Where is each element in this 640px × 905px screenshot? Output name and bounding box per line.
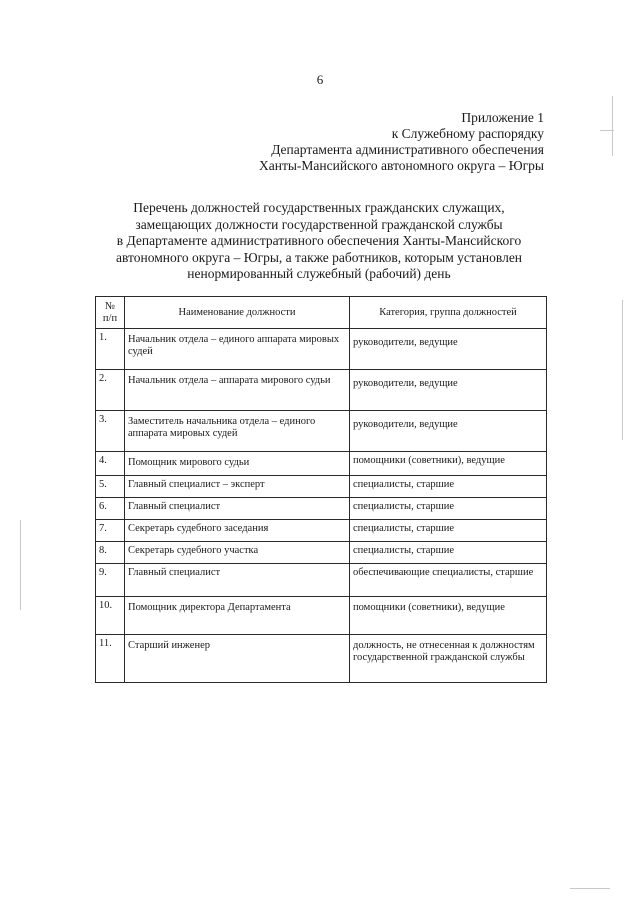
row-position: Помощник мирового судьи (125, 452, 350, 476)
title-line: автономного округа – Югры, а также работников, которым установлен (115, 249, 523, 265)
table-row (96, 635, 547, 683)
row-number: 1. (96, 329, 125, 370)
row-position: Секретарь судебного участка (125, 542, 350, 564)
row-category: специалисты, старшие (350, 498, 547, 520)
appendix-line: Приложение 1 (461, 110, 544, 125)
row-category: помощники (советники), ведущие (350, 597, 547, 635)
row-category: помощники (советники), ведущие (350, 452, 547, 476)
row-position: Главный специалист – эксперт (125, 476, 350, 498)
row-category: должность, не отнесенная к должностям государственной гражданской службы (350, 635, 547, 683)
row-category: специалисты, старшие (350, 520, 547, 542)
appendix-header (184, 110, 544, 174)
row-category: руководители, ведущие (350, 329, 547, 370)
row-category: руководители, ведущие (350, 370, 547, 411)
positions-table (95, 296, 547, 683)
row-number: 3. (96, 411, 125, 452)
header-category: Категория, группа должностей (350, 297, 547, 329)
table-row (96, 411, 547, 452)
row-number: 4. (96, 452, 125, 476)
table-row (96, 476, 547, 498)
row-category: обеспечивающие специалисты, старшие (350, 564, 547, 597)
scan-artifact (612, 96, 613, 156)
row-position: Начальник отдела – аппарата мирового судьи (125, 370, 350, 411)
header-number (96, 297, 125, 329)
row-position: Начальник отдела – единого аппарата мировых судей (125, 329, 350, 370)
row-position: Помощник директора Департамента (125, 597, 350, 635)
row-number: 5. (96, 476, 125, 498)
title-line: в Департаменте административного обеспечения Ханты-Мансийского (116, 233, 522, 248)
table-row (96, 520, 547, 542)
row-number: 10. (96, 597, 125, 635)
row-number: 9. (96, 564, 125, 597)
header-position: Наименование должности (125, 297, 350, 329)
row-position: Заместитель начальника отдела – единого аппарата мировых судей (125, 411, 350, 452)
table-row (96, 370, 547, 411)
row-position: Старший инженер (125, 635, 350, 683)
row-number: 11. (96, 635, 125, 683)
table-header-row (96, 297, 547, 329)
document-title (80, 200, 558, 283)
title-line: замещающих должности государственной гражданской службы (135, 216, 503, 232)
appendix-line: Департамента административного обеспечения (271, 142, 544, 157)
table-row (96, 452, 547, 476)
row-position: Секретарь судебного заседания (125, 520, 350, 542)
row-number: 2. (96, 370, 125, 411)
row-position: Главный специалист (125, 498, 350, 520)
scan-artifact (570, 888, 610, 889)
table-row (96, 498, 547, 520)
row-number: 7. (96, 520, 125, 542)
title-line: Перечень должностей государственных гражданских служащих, (133, 200, 505, 215)
row-number: 8. (96, 542, 125, 564)
table-row (96, 542, 547, 564)
row-category: руководители, ведущие (350, 411, 547, 452)
table-row (96, 597, 547, 635)
row-category: специалисты, старшие (350, 542, 547, 564)
scan-artifact (600, 130, 614, 131)
table-row (96, 564, 547, 597)
header-number-line: № (104, 301, 116, 312)
header-number-line: п/п (102, 313, 118, 324)
row-position: Главный специалист (125, 564, 350, 597)
page-number: 6 (316, 72, 324, 87)
appendix-line: к Служебному распорядку (391, 126, 544, 141)
appendix-line: Ханты-Мансийского автономного округа – Югры (259, 158, 544, 173)
title-line: ненормированный служебный (рабочий) день (187, 266, 451, 281)
row-category: специалисты, старшие (350, 476, 547, 498)
table-row (96, 329, 547, 370)
scan-artifact (622, 300, 623, 440)
row-number: 6. (96, 498, 125, 520)
scan-artifact (20, 520, 21, 610)
